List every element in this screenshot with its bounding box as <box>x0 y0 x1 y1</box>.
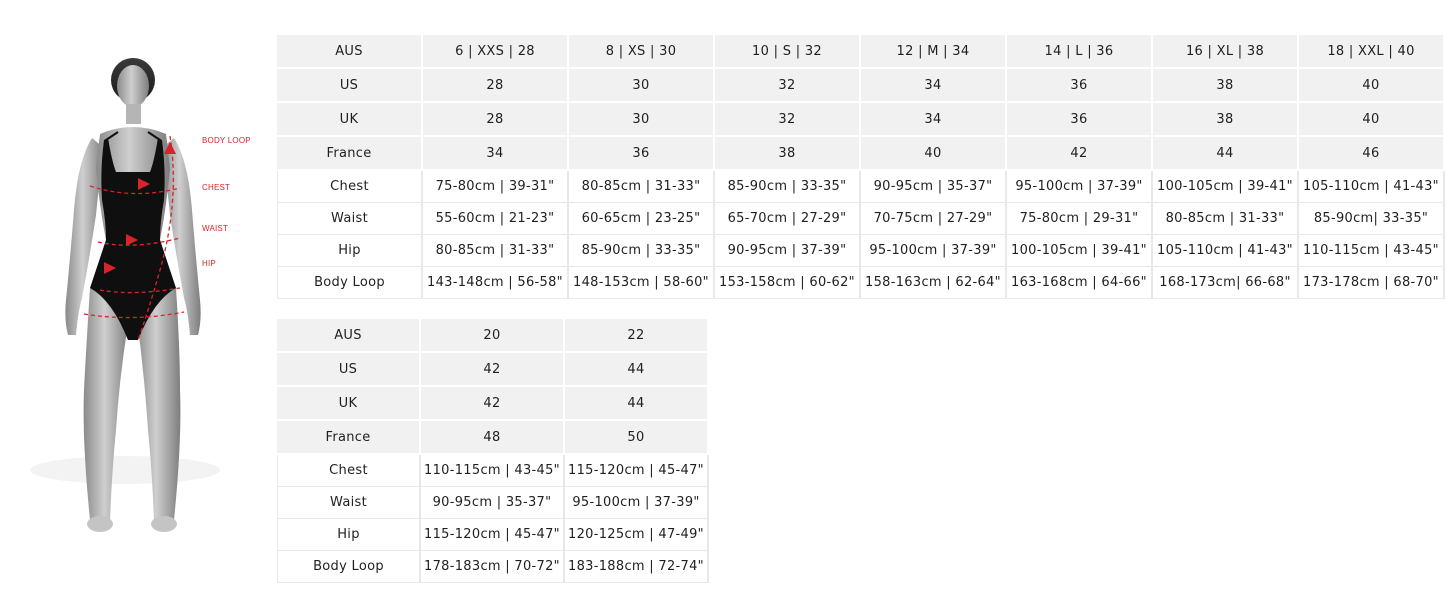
table-cell-chest: 110-115cm | 43-45" <box>421 455 565 487</box>
table-cell-us: 42 <box>421 353 565 387</box>
table-cell-hip: 85-90cm | 33-35" <box>569 235 715 267</box>
table-cell-aus: 6 | XXS | 28 <box>423 35 569 69</box>
table-cell-uk: 44 <box>565 387 709 421</box>
table-cell-waist: 85-90cm| 33-35" <box>1299 203 1445 235</box>
size-chart-table-2 <box>277 319 709 583</box>
table-cell-hip: 95-100cm | 37-39" <box>861 235 1007 267</box>
row-label-france: France <box>277 137 423 171</box>
table-cell-france: 48 <box>421 421 565 455</box>
row-label-body-loop: Body Loop <box>277 267 423 299</box>
table-cell-us: 34 <box>861 69 1007 103</box>
table-cell-body-loop: 163-168cm | 64-66" <box>1007 267 1153 299</box>
row-label-uk: UK <box>277 103 423 137</box>
table-cell-hip: 115-120cm | 45-47" <box>421 519 565 551</box>
table-cell-hip: 80-85cm | 31-33" <box>423 235 569 267</box>
table-row-waist <box>277 487 709 519</box>
table-cell-chest: 100-105cm | 39-41" <box>1153 171 1299 203</box>
table-cell-chest: 105-110cm | 41-43" <box>1299 171 1445 203</box>
size-chart-body-1 <box>277 35 1445 299</box>
row-label-body-loop: Body Loop <box>277 551 421 583</box>
table-cell-us: 38 <box>1153 69 1299 103</box>
table-row-us <box>277 353 709 387</box>
table-cell-hip: 90-95cm | 37-39" <box>715 235 861 267</box>
table-cell-france: 44 <box>1153 137 1299 171</box>
table-cell-waist: 60-65cm | 23-25" <box>569 203 715 235</box>
table-row-france <box>277 137 1445 171</box>
body-loop-label: BODY LOOP <box>202 136 251 145</box>
table-cell-france: 36 <box>569 137 715 171</box>
table-cell-uk: 30 <box>569 103 715 137</box>
table-cell-aus: 8 | XS | 30 <box>569 35 715 69</box>
table-cell-body-loop: 143-148cm | 56-58" <box>423 267 569 299</box>
table-cell-france: 40 <box>861 137 1007 171</box>
table-cell-uk: 28 <box>423 103 569 137</box>
table-cell-us: 36 <box>1007 69 1153 103</box>
table-row-aus <box>277 35 1445 69</box>
table-row-body-loop <box>277 551 709 583</box>
table-cell-france: 34 <box>423 137 569 171</box>
table-row-uk <box>277 103 1445 137</box>
table-cell-body-loop: 158-163cm | 62-64" <box>861 267 1007 299</box>
table-cell-aus: 12 | M | 34 <box>861 35 1007 69</box>
table-cell-body-loop: 178-183cm | 70-72" <box>421 551 565 583</box>
table-cell-body-loop: 148-153cm | 58-60" <box>569 267 715 299</box>
table-cell-hip: 100-105cm | 39-41" <box>1007 235 1153 267</box>
row-label-waist: Waist <box>277 487 421 519</box>
table-cell-france: 46 <box>1299 137 1445 171</box>
row-label-waist: Waist <box>277 203 423 235</box>
row-label-uk: UK <box>277 387 421 421</box>
table-row-body-loop <box>277 267 1445 299</box>
table-cell-france: 50 <box>565 421 709 455</box>
swimsuit-figure-illustration <box>20 50 260 550</box>
table-cell-uk: 36 <box>1007 103 1153 137</box>
table-cell-waist: 95-100cm | 37-39" <box>565 487 709 519</box>
table-row-hip <box>277 519 709 551</box>
table-cell-hip: 120-125cm | 47-49" <box>565 519 709 551</box>
row-label-chest: Chest <box>277 455 421 487</box>
table-cell-body-loop: 153-158cm | 60-62" <box>715 267 861 299</box>
row-label-hip: Hip <box>277 235 423 267</box>
table-cell-uk: 38 <box>1153 103 1299 137</box>
waist-label: WAIST <box>202 224 229 233</box>
table-cell-aus: 20 <box>421 319 565 353</box>
table-cell-waist: 55-60cm | 21-23" <box>423 203 569 235</box>
table-cell-us: 30 <box>569 69 715 103</box>
hip-label: HIP <box>202 259 216 268</box>
table-cell-waist: 70-75cm | 27-29" <box>861 203 1007 235</box>
table-cell-us: 32 <box>715 69 861 103</box>
table-cell-france: 38 <box>715 137 861 171</box>
measurement-figure <box>20 50 260 550</box>
table-cell-us: 44 <box>565 353 709 387</box>
table-cell-france: 42 <box>1007 137 1153 171</box>
table-cell-waist: 75-80cm | 29-31" <box>1007 203 1153 235</box>
table-cell-aus: 22 <box>565 319 709 353</box>
table-cell-body-loop: 173-178cm | 68-70" <box>1299 267 1445 299</box>
table-cell-us: 28 <box>423 69 569 103</box>
table-cell-body-loop: 183-188cm | 72-74" <box>565 551 709 583</box>
table-cell-chest: 115-120cm | 45-47" <box>565 455 709 487</box>
table-cell-hip: 105-110cm | 41-43" <box>1153 235 1299 267</box>
table-cell-chest: 95-100cm | 37-39" <box>1007 171 1153 203</box>
table-cell-uk: 34 <box>861 103 1007 137</box>
row-label-hip: Hip <box>277 519 421 551</box>
table-cell-waist: 80-85cm | 31-33" <box>1153 203 1299 235</box>
chest-label: CHEST <box>202 183 231 192</box>
table-cell-uk: 32 <box>715 103 861 137</box>
table-row-uk <box>277 387 709 421</box>
table-cell-waist: 65-70cm | 27-29" <box>715 203 861 235</box>
table-cell-aus: 10 | S | 32 <box>715 35 861 69</box>
row-label-us: US <box>277 353 421 387</box>
table-cell-chest: 90-95cm | 35-37" <box>861 171 1007 203</box>
table-cell-waist: 90-95cm | 35-37" <box>421 487 565 519</box>
row-label-aus: AUS <box>277 319 421 353</box>
table-cell-aus: 18 | XXL | 40 <box>1299 35 1445 69</box>
row-label-chest: Chest <box>277 171 423 203</box>
table-row-france <box>277 421 709 455</box>
table-cell-chest: 85-90cm | 33-35" <box>715 171 861 203</box>
row-label-france: France <box>277 421 421 455</box>
table-cell-uk: 40 <box>1299 103 1445 137</box>
table-cell-body-loop: 168-173cm| 66-68" <box>1153 267 1299 299</box>
table-cell-aus: 16 | XL | 38 <box>1153 35 1299 69</box>
table-row-chest <box>277 455 709 487</box>
row-label-us: US <box>277 69 423 103</box>
table-cell-us: 40 <box>1299 69 1445 103</box>
table-cell-aus: 14 | L | 36 <box>1007 35 1153 69</box>
size-chart-body-2 <box>277 319 709 583</box>
table-row-waist <box>277 203 1445 235</box>
size-chart-table-1 <box>277 35 1445 299</box>
table-row-us <box>277 69 1445 103</box>
row-label-aus: AUS <box>277 35 423 69</box>
table-cell-chest: 75-80cm | 39-31" <box>423 171 569 203</box>
table-row-hip <box>277 235 1445 267</box>
table-row-aus <box>277 319 709 353</box>
table-cell-chest: 80-85cm | 31-33" <box>569 171 715 203</box>
table-row-chest <box>277 171 1445 203</box>
table-cell-uk: 42 <box>421 387 565 421</box>
table-cell-hip: 110-115cm | 43-45" <box>1299 235 1445 267</box>
